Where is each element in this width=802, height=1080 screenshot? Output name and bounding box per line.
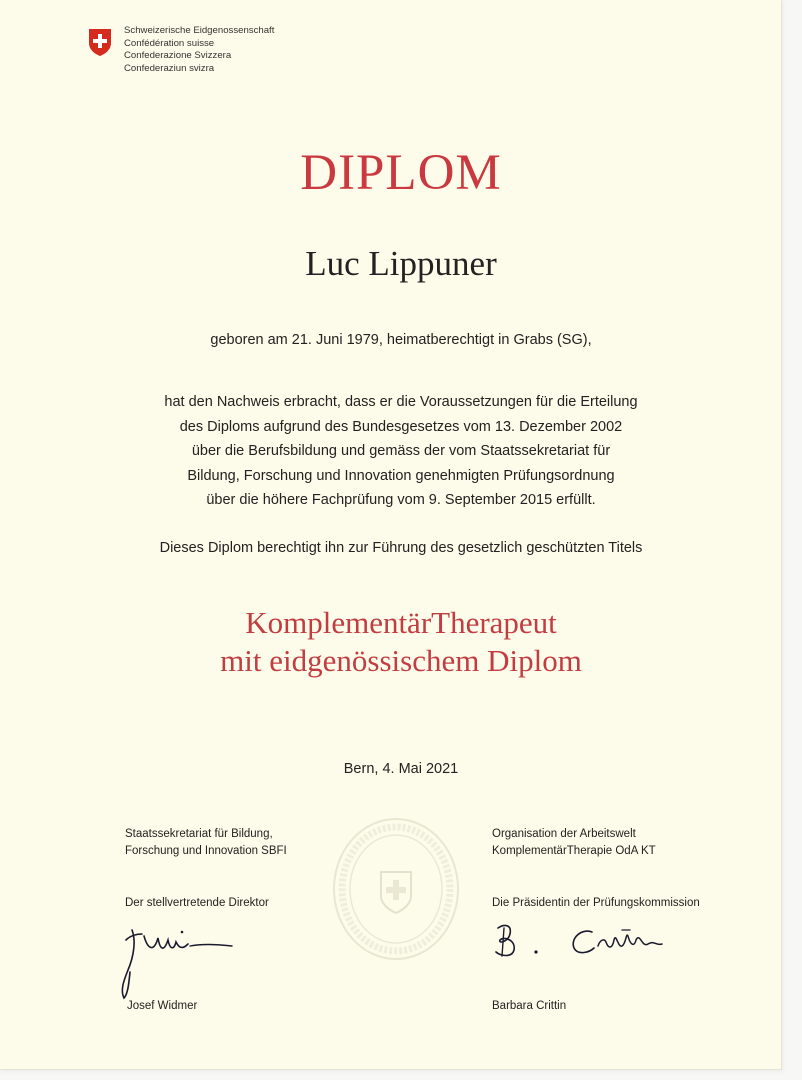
entitlement-line: Dieses Diplom berechtigt ihn zur Führung des gesetzlich geschützten Titels [159,540,643,556]
left-organization-line: Staatssekretariat für Bildung, [125,828,273,840]
birth-line: geboren am 21. Juni 1979, heimatberechtigt in Grabs (SG), [210,332,592,348]
agency-name-it: Confederazione Svizzera [124,50,232,61]
left-signer-name: Josef Widmer [127,1000,198,1012]
statement-paragraph [0,390,802,513]
statement-line: hat den Nachweis erbracht, dass er die Voraussetzungen für die Erteilung [164,394,638,410]
degree-line: mit eidgenössischem Diplom [220,643,582,678]
statement-line: des Diploms aufgrund des Bundesgesetzes vom 13. Dezember 2002 [179,418,623,435]
right-role: Die Präsidentin der Prüfungskommission [492,897,700,909]
right-signer-name: Barbara Crittin [492,1000,567,1012]
left-organization [125,826,287,860]
right-organization [492,826,656,860]
statement-line: über die Berufsbildung und gemäss der vom Staatssekretariat für [191,443,611,459]
left-role: Der stellvertretende Direktor [125,897,269,909]
swiss-cross-icon [87,27,113,57]
place-date: Bern, 4. Mai 2021 [343,761,459,777]
recipient-name: Luc Lippuner [305,244,497,283]
agency-name-de: Schweizerische Eidgenossenschaft [124,25,275,36]
right-organization-line: Organisation der Arbeitswelt [492,828,636,840]
right-organization-line: KomplementärTherapie OdA KT [492,845,656,857]
statement-line: über die höhere Fachprüfung vom 9. September 2015 erfüllt. [206,492,596,508]
agency-name-rm: Confederaziun svizra [124,62,215,74]
document-title: DIPLOM [300,145,502,201]
left-signature-icon [110,922,250,1002]
degree-title [0,604,802,680]
embossed-seal-icon [331,816,461,962]
statement-line: Bildung, Forschung und Innovation genehmigten Prüfungsordnung [187,467,615,484]
agency-names [124,25,344,75]
degree-line: KomplementärTherapeut [245,605,557,640]
left-organization-line: Forschung und Innovation SBFI [125,845,287,857]
right-signature-icon [490,918,690,968]
agency-name-fr: Confédération suisse [124,37,215,49]
